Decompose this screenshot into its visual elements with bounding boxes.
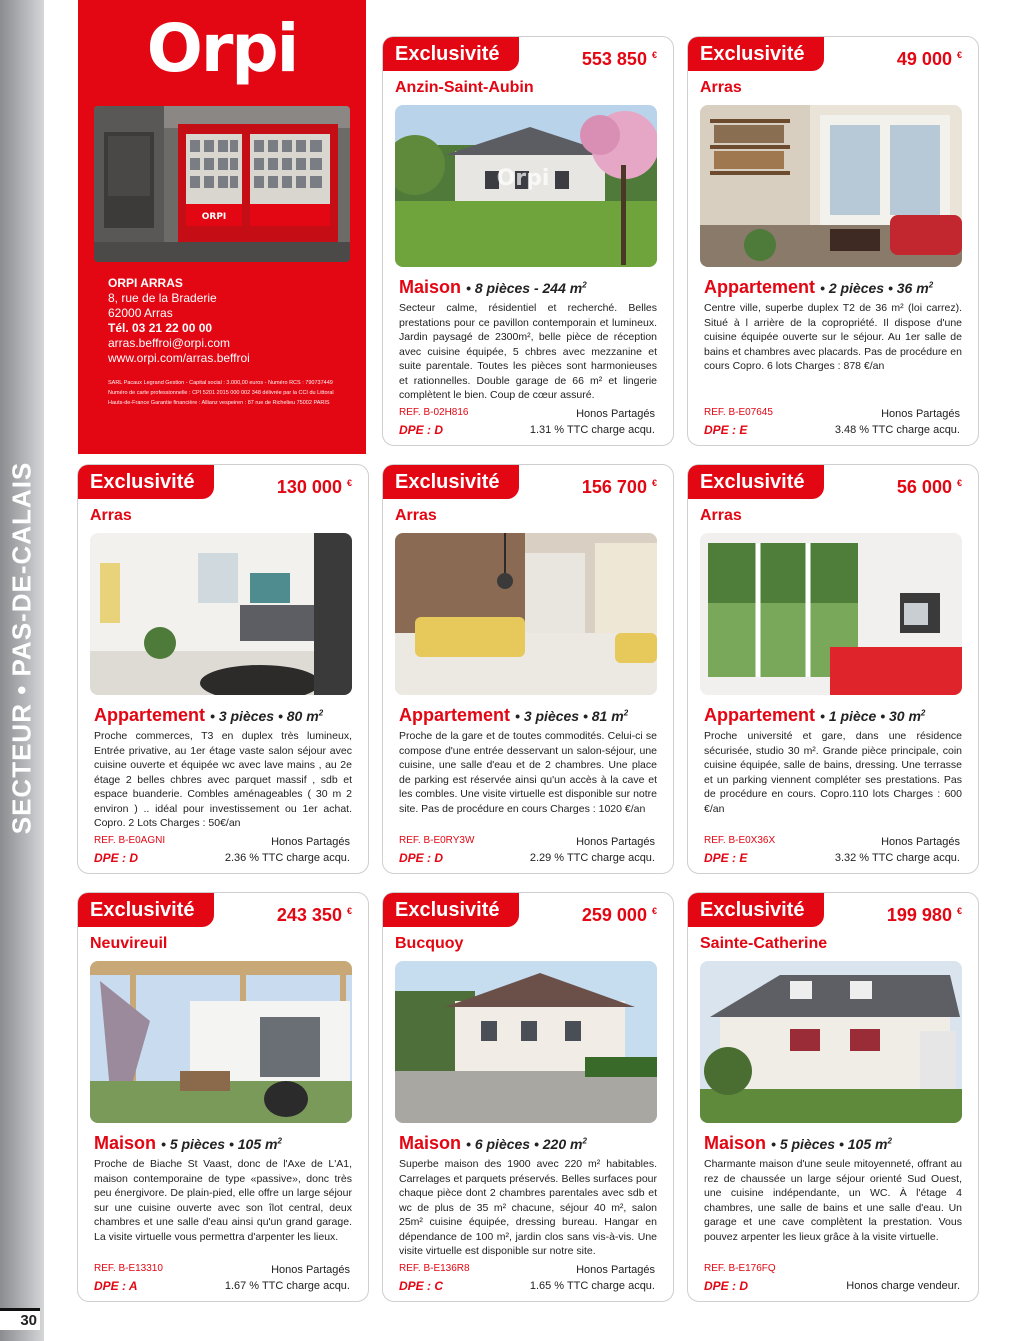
listing-ref: REF. B-02H816 [399, 407, 469, 418]
listing-ref: REF. B-E176FQ [704, 1263, 776, 1274]
property-heading: Maison • 5 pièces • 105 $m^2$ [94, 1133, 282, 1153]
listing-card[interactable] [687, 36, 979, 446]
listing-ref: REF. B-E136R8 [399, 1263, 470, 1274]
photo-watermark: Orpi [496, 166, 550, 191]
listing-photo[interactable] [395, 961, 657, 1123]
listing-price: 199 980 € [886, 905, 962, 925]
sidebar-band [0, 0, 44, 1341]
legal-line: Hauts-de-France Garantie financière : Allianz vespeiren : 87 rue de Richelieu 75002 PARIS [108, 400, 330, 406]
dpe-rating: DPE : C [399, 1279, 444, 1293]
listing-card[interactable] [687, 892, 979, 1302]
listing-price: 243 350 € [276, 905, 352, 925]
fees-value: Honos charge vendeur. [846, 1280, 960, 1292]
listing-ref: REF. B-E0X36X [704, 835, 776, 846]
legal-line: Numéro de carte professionnelle : CPI 5201 2015 000 002 348 délivrée par la CCI du Littoral [108, 390, 334, 396]
dpe-rating: DPE : A [94, 1279, 138, 1293]
fees-label: Honos Partagés [881, 836, 960, 848]
listing-ref: REF. B-E13310 [94, 1263, 163, 1274]
listing-description: Proche de Biache St Vaast, donc de l'Axe de L'A1, maison contemporaine de type «passive», donc très peu énergivore. De plain-pied, elle offre un large séjour sur une cuisine ouverte avec son îlot central, deux chambres et une salle d'eau ainsi qu'un grand garage. La visite virtuelle vous permettra d'arpenter les lieux. [94, 1158, 352, 1243]
listing-price: 259 000 € [581, 905, 657, 925]
listing-city: Anzin-Saint-Aubin [395, 79, 534, 96]
exclusivite-badge: Exclusivité [78, 465, 214, 499]
dpe-rating: DPE : D [399, 423, 444, 437]
orpi-logo: Orpi [146, 10, 298, 87]
page-number: 30 [0, 1308, 40, 1330]
listing-card[interactable] [382, 36, 674, 446]
agency-website[interactable]: www.orpi.com/arras.beffroi [108, 351, 250, 365]
listing-description: Superbe maison des 1900 avec 220 m² habitables. Carrelages et parquets préservés. Belles surfaces pour chaque pièce dont 2 chambres parentales avec sdb et wc de plus de 35 m² chacune, séjour 40 m², salon 25m² cuisine équipée, dressing bureau. Hangar en dépendance de 100 m², jardin clos sans vis-à-vis. Une visite virtuelle est disponible sur notre site. [399, 1158, 657, 1257]
dpe-rating: DPE : E [704, 851, 748, 865]
shop-sign: ORPI [201, 212, 227, 222]
agency-phone[interactable]: Tél. 03 21 22 00 00 [108, 321, 213, 335]
property-heading: Appartement • 3 pièces • 81 $m^2$ [399, 705, 629, 725]
fees-label: Honos Partagés [576, 1264, 655, 1276]
listing-description: Proche commerces, T3 en duplex très lumineux, Entrée privative, au 1er étage vaste salon séjour avec cuisine ouverte et équipée wc avec lave mains , au 2e étage 2 belles chbres avec parquet massif , sdb et espace buanderie. Combles aménageables ( 30 m 2 environ ) .. idéal pour investissement ou 1er achat. Copro. 2 Lots Charges : 50€/an [94, 730, 352, 829]
listing-price: 49 000 € [896, 49, 962, 69]
agency-email[interactable]: arras.beffroi@orpi.com [108, 336, 231, 350]
listing-price: 156 700 € [581, 477, 657, 497]
fees-value: 1.67 % TTC charge acqu. [224, 1280, 350, 1292]
listing-description: Secteur calme, résidentiel et recherché. Belles prestations pour ce pavillon contemporain et lumineux. Jardin paysagé de 2300m², belle pièce de réception avec cuisine équipée, 5 chbres avec mezzanine et suite parentale. Toutes les pièces sont harmonieuses et rationnelles. Double garage de 66 m² et lingerie complètent le bien. Coup de cœur assuré. [399, 302, 657, 401]
listing-city: Arras [90, 507, 132, 524]
fees-label: Honos Partagés [881, 408, 960, 420]
exclusivite-badge: Exclusivité [383, 893, 519, 927]
agency-block [78, 0, 366, 454]
fees-value: 2.36 % TTC charge acqu. [224, 852, 350, 864]
listing-card[interactable] [77, 892, 369, 1302]
fees-value: 2.29 % TTC charge acqu. [529, 852, 655, 864]
listing-city: Arras [700, 507, 742, 524]
exclusivite-badge: Exclusivité [688, 893, 824, 927]
listing-price: 56 000 € [896, 477, 962, 497]
agency-contact [108, 276, 358, 366]
property-heading: Maison • 5 pièces • 105 $m^2$ [704, 1133, 892, 1153]
listing-ref: REF. B-E0RY3W [399, 835, 475, 846]
listing-city: Bucquoy [395, 935, 464, 952]
listing-photo[interactable] [395, 105, 657, 267]
listing-photo[interactable] [90, 533, 352, 695]
listing-card[interactable] [687, 464, 979, 874]
fees-value: 3.32 % TTC charge acqu. [834, 852, 960, 864]
dpe-rating: DPE : D [399, 851, 444, 865]
listing-price: 553 850 € [581, 49, 657, 69]
listing-city: Arras [700, 79, 742, 96]
listing-card[interactable] [382, 464, 674, 874]
listing-ref: REF. B-E07645 [704, 407, 773, 418]
section-title: SECTEUR • PAS-DE-CALAIS [6, 461, 37, 835]
fees-label: Honos Partagés [271, 1264, 350, 1276]
listing-city: Arras [395, 507, 437, 524]
dpe-rating: DPE : D [94, 851, 139, 865]
fees-label: Honos Partagés [576, 836, 655, 848]
listing-photo[interactable] [90, 961, 352, 1123]
exclusivite-badge: Exclusivité [688, 465, 824, 499]
property-heading: Appartement • 1 pièce • 30 $m^2$ [704, 705, 926, 725]
exclusivite-badge: Exclusivité [78, 893, 214, 927]
listing-photo[interactable] [395, 533, 657, 695]
property-heading: Maison • 8 pièces - 244 $m^2$ [399, 277, 587, 297]
fees-label: Honos Partagés [271, 836, 350, 848]
property-heading: Appartement • 2 pièces • 36 $m^2$ [704, 277, 934, 297]
exclusivite-badge: Exclusivité [383, 37, 519, 71]
dpe-rating: DPE : E [704, 423, 748, 437]
listing-city: Sainte-Catherine [700, 935, 828, 952]
exclusivite-badge: Exclusivité [383, 465, 519, 499]
agency-city: 62000 Arras [108, 306, 173, 320]
agency-legal [108, 378, 358, 408]
listing-description: Proche de la gare et de toutes commodités. Celui-ci se compose d'une entrée desservant un salon-séjour, une cuisine, une salle d'eau et de 2 chambres. Une place de parking est réservée ainsi qu'un accès à la cave et les combles. Une visite virtuelle est disponible sur notre site. Pas de procédure en cours Charges : 1020 €/an [399, 730, 657, 815]
listing-card[interactable] [77, 464, 369, 874]
listing-description: Centre ville, superbe duplex T2 de 36 m² (loi carrez). Situé à l arrière de la copropriété. Il dispose d'une cuisine équipée ouverte sur le séjour. Au 1er salle de bains et chambres avec placards. Pas de procédure en cours Copro. 6 lots Charges : 878 €/an [704, 302, 962, 372]
listing-photo[interactable] [700, 533, 962, 695]
listing-photo[interactable] [700, 105, 962, 267]
listing-description: Proche université et gare, dans une résidence sécurisée, studio 30 m². Grande pièce principale, coin cuisine équipée, salle de bains, dressing. Une terrasse et un parking viennent compléter ses prestations. Pas de procédure en cours. Copro.110 lots Charges : 600 €/an [704, 730, 962, 815]
agency-street: 8, rue de la Braderie [108, 291, 217, 305]
listing-ref: REF. B-E0AGNI [94, 835, 166, 846]
legal-line: SARL Pacaux Legrand Gestion - Capital social : 3.000,00 euros - Numéro RCS : 790737449 [108, 380, 333, 386]
listing-price: 130 000 € [276, 477, 352, 497]
listing-description: Charmante maison d'une seule mitoyenneté, offrant au rez de chaussée un large séjour orienté Sud Ouest, une cuisine indépendante, un WC. À l'étage 4 chambres, une salle de bains et une salle d'eau. Un garage et une cave complètent la prestation. Vous pouvez arpenter les lieux grâce à la visite virtuelle. [704, 1158, 962, 1243]
fees-value: 1.31 % TTC charge acqu. [529, 424, 655, 436]
agency-shop-photo [94, 106, 350, 262]
listing-photo[interactable] [700, 961, 962, 1123]
property-heading: Appartement • 3 pièces • 80 $m^2$ [94, 705, 324, 725]
dpe-rating: DPE : D [704, 1279, 749, 1293]
agency-name: ORPI ARRAS [108, 276, 183, 290]
fees-value: 3.48 % TTC charge acqu. [834, 424, 960, 436]
fees-label: Honos Partagés [576, 408, 655, 420]
listing-city: Neuvireuil [90, 935, 168, 952]
listing-card[interactable] [382, 892, 674, 1302]
fees-value: 1.65 % TTC charge acqu. [529, 1280, 655, 1292]
property-heading: Maison • 6 pièces • 220 $m^2$ [399, 1133, 587, 1153]
exclusivite-badge: Exclusivité [688, 37, 824, 71]
